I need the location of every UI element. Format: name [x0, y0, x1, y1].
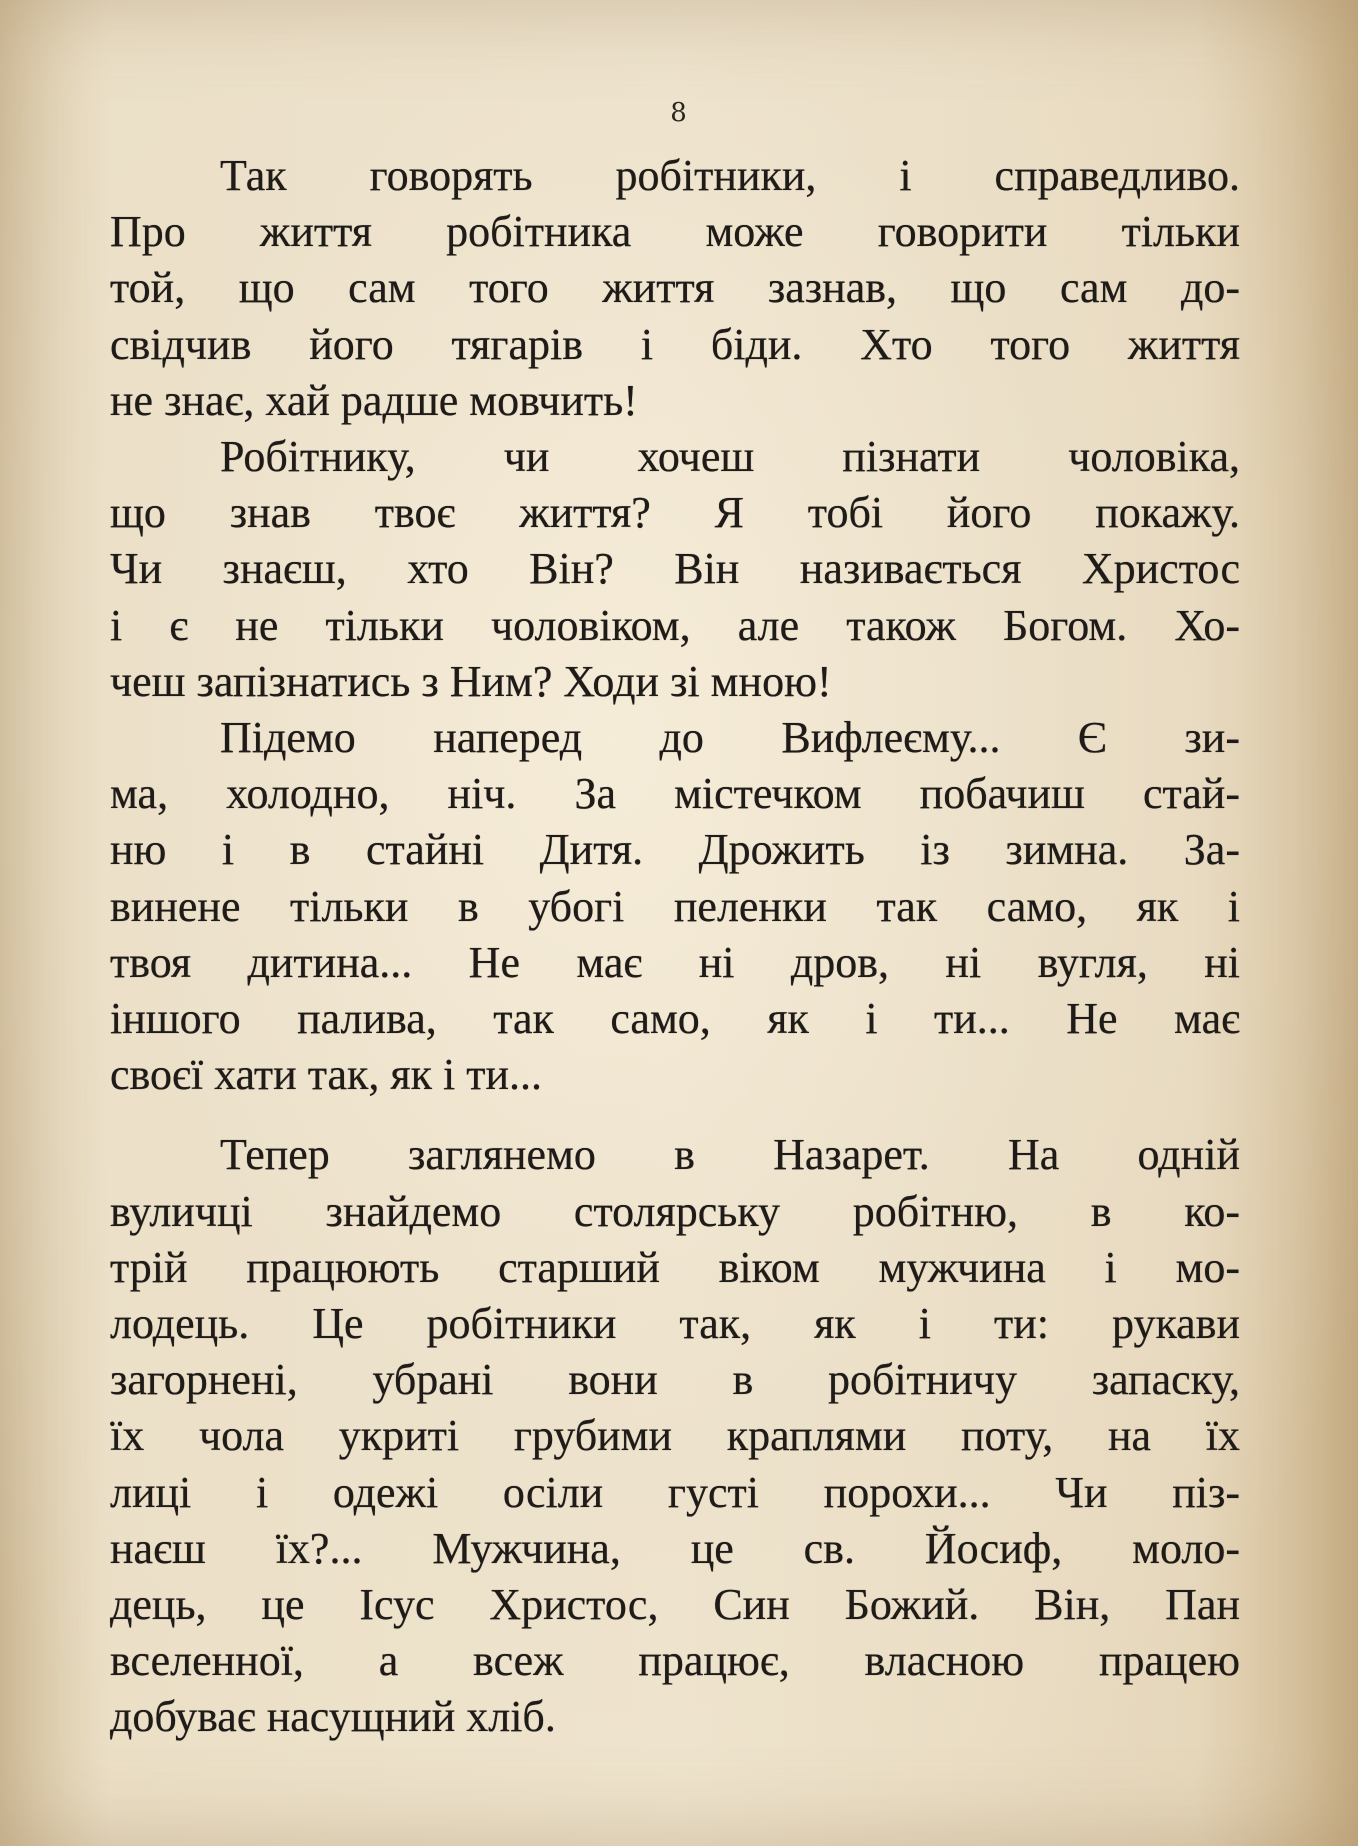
text-line: іншого палива, так само, як і ти... Не має — [110, 994, 1240, 1044]
text-line: добуває насущний хліб. — [110, 1692, 556, 1742]
text-line: не знає, хай радше мовчить! — [110, 375, 638, 425]
text-line: Робітнику, чи хочеш пізнати чоловіка, — [220, 432, 1240, 482]
text-line: їх чола укриті грубими краплями поту, на їх — [110, 1411, 1240, 1461]
text-line: що знав твоє життя? Я тобі його покажу. — [110, 488, 1240, 538]
text-line: той, що сам того життя зазнав, що сам до- — [110, 263, 1240, 313]
page-number: 8 — [670, 98, 688, 128]
text-line: Тепер заглянемо в Назарет. На одній — [220, 1130, 1240, 1180]
text-line: вселенної, а всеж працює, власною працею — [110, 1636, 1240, 1686]
text-line: чеш запізнатись з Ним? Ходи зі мною! — [110, 656, 832, 706]
text-line: твоя дитина... Не має ні дров, ні вугля, ні — [110, 937, 1240, 987]
text-line: свідчив його тягарів і біди. Хто того життя — [110, 319, 1240, 369]
text-line: своєї хати так, як і ти... — [110, 1050, 542, 1100]
text-line: наєш їх?... Мужчина, це св. Йосиф, моло- — [110, 1523, 1240, 1573]
paragraph — [110, 710, 1240, 1103]
text-line: і є не тільки чоловіком, але також Богом. Хо- — [110, 600, 1240, 650]
text-line: ма, холодно, ніч. За містечком побачиш стай- — [110, 769, 1240, 819]
paragraph-gap — [110, 1103, 1240, 1127]
body-text — [110, 148, 1240, 1746]
paragraph — [110, 429, 1240, 710]
text-line: лодець. Це робітники так, як і ти: рукави — [110, 1299, 1240, 1349]
text-line: Підемо наперед до Вифлеєму... Є зи- — [220, 713, 1240, 763]
text-line: вуличці знайдемо столярську робітню, в ко- — [110, 1186, 1240, 1236]
text-line: лиці і одежі осіли густі порохи... Чи піз- — [110, 1467, 1240, 1517]
text-line: Чи знаєш, хто Він? Він називається Христос — [110, 544, 1240, 594]
text-line: Так говорять робітники, і справедливо. — [220, 151, 1240, 200]
text-line: винене тільки в убогі пеленки так само, як і — [110, 881, 1240, 931]
text-line: дець, це Ісус Христос, Син Божий. Він, Пан — [110, 1580, 1240, 1630]
paragraph — [110, 1127, 1240, 1745]
text-line: загорнені, убрані вони в робітничу запаску, — [110, 1355, 1240, 1405]
paragraph — [110, 148, 1240, 429]
text-line: ню і в стайні Дитя. Дрожить із зимна. За- — [110, 825, 1240, 875]
text-line: трій працюють старший віком мужчина і мо- — [110, 1242, 1240, 1292]
text-line: Про життя робітника може говорити тільки — [110, 207, 1240, 257]
